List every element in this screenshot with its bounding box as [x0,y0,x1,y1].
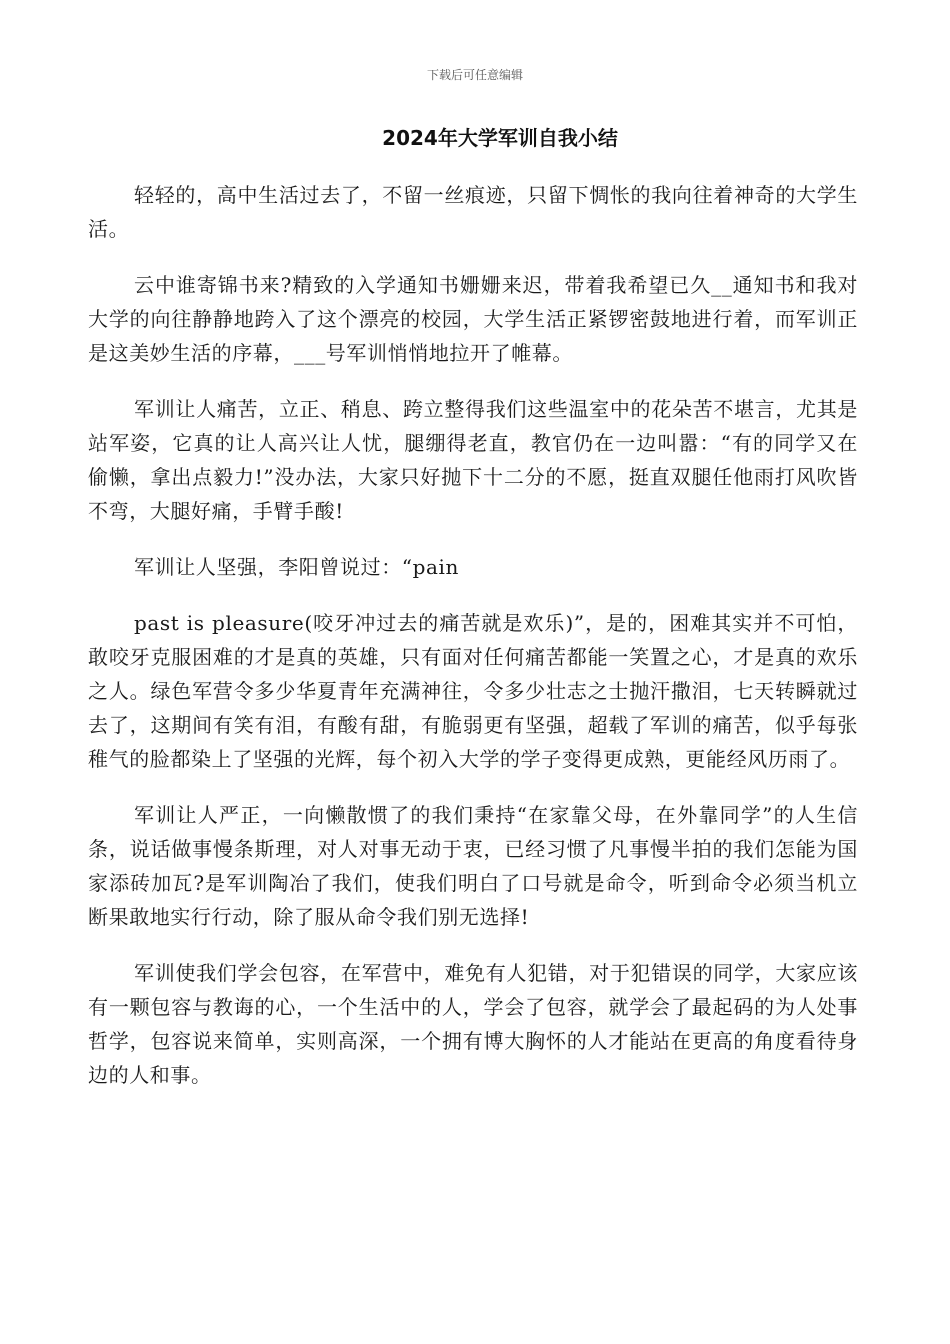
paragraph-2: 云中谁寄锦书来?精致的入学通知书姗姗来迟，带着我希望已久__通知书和我对大学的向往静静地跨入了这个漂亮的校园，大学生活正紧锣密鼓地进行着，而军训正是这美妙生活的序幕，___号军训悄悄地拉开了帷幕。 [88,273,858,365]
paragraph-4: 军训让人坚强，李阳曾说过：“pain [134,555,460,579]
document-title: 2024年大学军训自我小结 [382,126,618,150]
paragraph-7: 军训使我们学会包容，在军营中，难免有人犯错，对于犯错误的同学，大家应该有一颗包容与教诲的心，一个生活中的人，学会了包容，就学会了最起码的为人处事哲学，包容说来简单，实则高深，一个拥有博大胸怀的人才能站在更高的角度看待身边的人和事。 [88,961,858,1087]
paragraph-3: 军训让人痛苦，立正、稍息、跨立整得我们这些温室中的花朵苦不堪言，尤其是站军姿，它真的让人高兴让人忧，腿绷得老直，教官仍在一边叫嚣：“有的同学又在偷懒，拿出点毅力!”没办法，大家只好抛下十二分的不愿，挺直双腿任他雨打风吹皆不弯，大腿好痛，手臂手酸! [88,397,858,523]
paragraph-1: 轻轻的，高中生活过去了，不留一丝痕迹，只留下惆怅的我向往着神奇的大学生活。 [88,183,858,241]
paragraph-6: 军训让人严正，一向懒散惯了的我们秉持“在家靠父母，在外靠同学”的人生信条，说话做事慢条斯理，对人对事无动于衷，已经习惯了凡事慢半拍的我们怎能为国家添砖加瓦?是军训陶冶了我们，使我们明白了口号就是命令，听到命令必须当机立断果敢地实行行动，除了服从命令我们别无选择! [88,803,858,929]
header-note: 下载后可任意编辑 [426,68,523,82]
document-body [88,178,858,1114]
paragraph-5: past is pleasure(咬牙冲过去的痛苦就是欢乐)”，是的，困难其实并不可怕，敢咬牙克服困难的才是真的英雄，只有面对任何痛苦都能一笑置之心，才是真的欢乐之人。绿色军营令多少华夏青年充满神往，令多少壮志之士抛汗撒泪，七天转瞬就过去了，这期间有笑有泪，有酸有甜，有脆弱更有坚强，超载了军训的痛苦，似乎每张稚气的脸都染上了坚强的光辉，每个初入大学的学子变得更成熟，更能经风历雨了。 [88,611,858,771]
